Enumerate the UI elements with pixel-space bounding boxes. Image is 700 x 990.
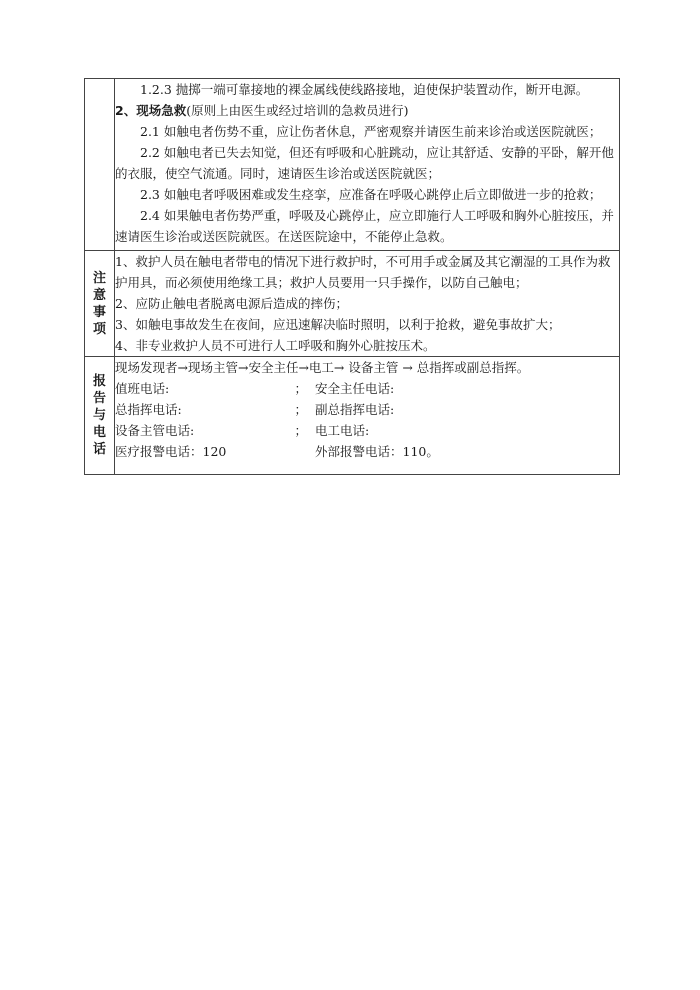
onsite-first-aid-note: (原则上由医生或经过培训的急救员进行) [186,103,409,118]
note-item-3: 3、如触电事故发生在夜间，应迅速解决临时照明，以利于抢救，避免事故扩大； [115,317,561,332]
first-aid-step-2-1: 2.1 如触电者伤势不重，应让伤者休息，严密观察并请医生前来诊治或送医院就医； [140,124,602,139]
phone-row [115,399,619,420]
note-item-2: 2、应防止触电者脱离电源后造成的摔伤； [115,296,348,311]
report-flow: 现场发现者→现场主管→安全主任→电工→ 设备主管 → 总指挥或副总指挥。 [115,360,530,375]
phone-row [115,420,619,441]
note-item-1: 1、救护人员在触电者带电的情况下进行救护时，不可用手或金属及其它潮湿的工具作为救护用具，而必须使用绝缘工具；救护人员要用一只手操作，以防自己触电； [115,254,611,290]
medical-emergency-phone: 医疗报警电话：120 [115,444,227,459]
rescue-step-1-2-3: 1.2.3 抛掷一端可靠接地的裸金属线使线路接地，迫使保护装置动作，断开电源。 [140,82,589,97]
first-aid-step-2-2: 2.2 如触电者已失去知觉，但还有呼吸和心脏跳动，应让其舒适、安静的平卧，解开他的衣服，使空气流通。同时，速请医生诊治或送医院就医； [115,145,614,181]
notes-row [85,251,620,357]
first-aid-step-2-3: 2.3 如触电者呼吸困难或发生痉挛，应准备在呼吸心跳停止后立即做进一步的抢救； [140,187,602,202]
first-aid-step-2-4: 2.4 如果触电者伤势严重，呼吸及心跳停止，应立即施行人工呼吸和胸外心脏按压，并速请医生诊治或送医院就医。在送医院途中，不能停止急救。 [115,208,614,244]
report-row [85,357,620,475]
rescue-label-cell [85,79,115,251]
phone-row [115,441,619,462]
safety-director-phone: 安全主任电话: [315,381,395,396]
commander-phone: 总指挥电话: ； [115,402,307,417]
emergency-procedure-table [84,78,620,475]
equipment-manager-phone: 设备主管电话: ； [115,423,307,438]
report-label-cell [85,357,115,475]
electrician-phone: 电工电话: [315,423,370,438]
notes-label-cell [85,251,115,357]
external-police-phone: 外部报警电话：110。 [315,444,439,459]
notes-label: 注意事项 [92,270,106,337]
duty-phone: 值班电话: ； [115,381,307,396]
deputy-commander-phone: 副总指挥电话: [315,402,395,417]
notes-content [115,251,620,357]
rescue-row [85,79,620,251]
report-label: 报告与电话 [92,374,106,457]
onsite-first-aid-title: 2、现场急救 [115,103,187,118]
phone-row [115,378,619,399]
note-item-4: 4、非专业救护人员不可进行人工呼吸和胸外心脏按压术。 [115,338,436,353]
report-content [115,357,620,475]
rescue-content [115,79,620,251]
onsite-first-aid-heading [115,100,619,121]
